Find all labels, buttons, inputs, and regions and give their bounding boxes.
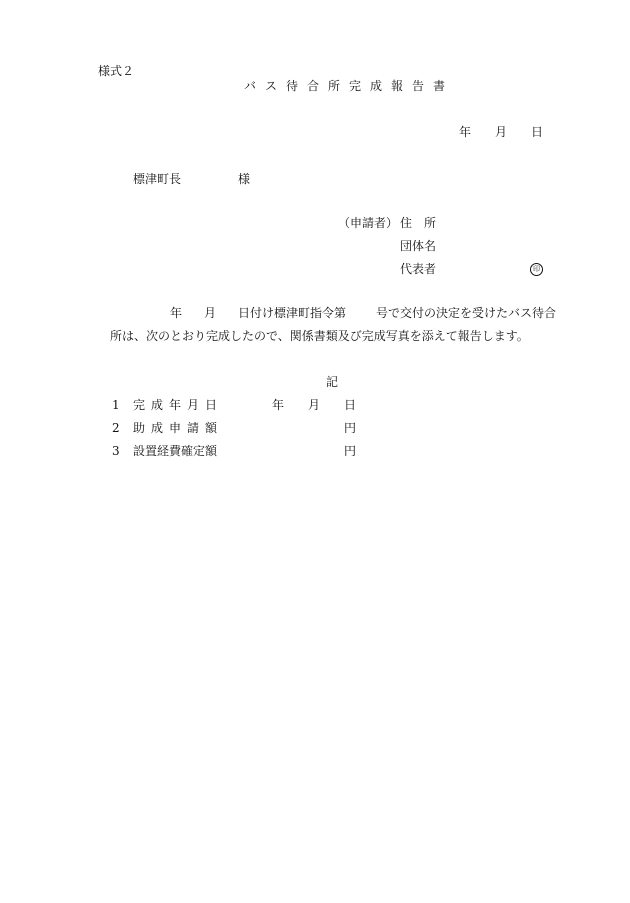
document-title: バス待合所完成報告書 <box>244 79 455 93</box>
item-value: 円 <box>344 421 357 435</box>
body-number-suffix: 号で交付の決定を受けたバス待合 <box>376 306 557 320</box>
addressee-name: 標津町長 <box>133 172 182 186</box>
item-label: 助成申請額 <box>133 421 224 435</box>
addressee-honorific: 様 <box>238 172 251 186</box>
item-number: 2 <box>112 421 120 435</box>
form-label: 様式２ <box>98 64 135 78</box>
body-line-2: 所は、次のとおり完成したので、関係書類及び完成写真を添えて報告します。 <box>110 329 529 343</box>
item-label: 設置経費確定額 <box>133 444 218 458</box>
date-month-label: 月 <box>495 125 508 139</box>
body-dated: 日付け標津町指令第 <box>238 306 347 320</box>
item-value: 年 月 日 <box>272 398 357 412</box>
applicant-address-label: 住 所 <box>400 216 437 230</box>
item-label: 完成年月日 <box>133 398 224 412</box>
item-value: 円 <box>344 444 357 458</box>
record-heading: 記 <box>326 375 339 389</box>
applicant-rep-label: 代表者 <box>400 262 437 276</box>
date-year-label: 年 <box>459 125 472 139</box>
applicant-group-label: 団体名 <box>400 239 437 253</box>
item-number: 1 <box>112 398 120 412</box>
body-month: 月 <box>204 306 217 320</box>
applicant-prefix: （申請者） <box>338 216 399 230</box>
seal-mark: 印 <box>530 263 543 276</box>
body-year: 年 <box>170 306 183 320</box>
date-day-label: 日 <box>531 125 544 139</box>
item-number: 3 <box>112 444 120 458</box>
